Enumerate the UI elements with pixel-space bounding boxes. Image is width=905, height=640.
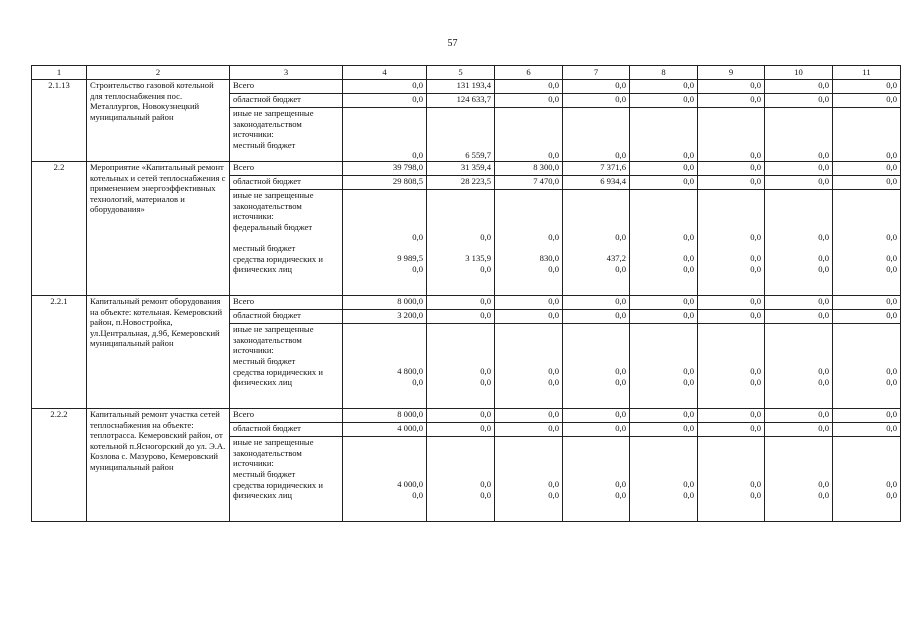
amount-cell: 8 000,0 — [343, 296, 427, 310]
amount-cell: 0,0 — [495, 310, 563, 324]
header-cell: 5 — [427, 66, 495, 80]
amount-federal: 0,0 — [886, 232, 897, 242]
amount-cell: 8 300,0 — [495, 162, 563, 176]
amount-cell: 0,0 — [698, 310, 765, 324]
header-cell: 2 — [87, 66, 230, 80]
amount-cell — [343, 190, 427, 296]
spacer — [768, 437, 829, 479]
amount-cell: 0,0 — [765, 296, 833, 310]
spacer — [836, 324, 897, 366]
spacer — [633, 437, 694, 479]
amount-cell: 31 359,4 — [427, 162, 495, 176]
amount-cell: 29 808,5 — [343, 176, 427, 190]
amount-cell — [833, 108, 901, 162]
amount-cell: 0,0 — [698, 409, 765, 423]
amount-cell: 0,0 — [563, 409, 630, 423]
spacer — [346, 108, 423, 150]
item-code: 2.2.1 — [32, 296, 87, 409]
amount-cell — [427, 324, 495, 409]
table-row — [32, 409, 901, 423]
header-cell: 4 — [343, 66, 427, 80]
spacer — [498, 190, 559, 232]
source-other-label — [230, 437, 343, 522]
header-row — [32, 66, 901, 80]
amount-legal: 0,0 — [886, 490, 897, 500]
amount-cell — [563, 108, 630, 162]
amount-cell: 0,0 — [343, 80, 427, 94]
amount-local: 0,0 — [683, 479, 694, 489]
amount-cell: 0,0 — [765, 162, 833, 176]
amount-cell — [495, 108, 563, 162]
amount-legal: 0,0 — [548, 490, 559, 500]
item-code: 2.2.2 — [32, 409, 87, 522]
amount-cell: 0,0 — [833, 409, 901, 423]
amount-federal: 0,0 — [480, 232, 491, 242]
amount-cell: 0,0 — [630, 423, 698, 437]
amount-legal: 0,0 — [480, 490, 491, 500]
amount-cell: 0,0 — [833, 176, 901, 190]
amount-cell: 0,0 — [563, 80, 630, 94]
amount-legal: 0,0 — [818, 264, 829, 274]
amount-cell — [563, 324, 630, 409]
source-local-label: местный бюджет — [233, 468, 296, 479]
spacer — [566, 108, 626, 150]
amount-cell: 0,0 — [630, 409, 698, 423]
spacer — [346, 324, 423, 366]
amount-cell — [427, 437, 495, 522]
spacer — [836, 437, 897, 479]
table-row — [32, 296, 901, 310]
amount-cell: 39 798,0 — [343, 162, 427, 176]
spacer — [768, 324, 829, 366]
amount-local: 3 135,9 — [465, 253, 491, 263]
spacer — [633, 324, 694, 366]
spacer — [768, 108, 829, 150]
source-local-label: местный бюджет — [233, 242, 296, 253]
amount-federal: 0,0 — [615, 232, 626, 242]
source-federal-label: федеральный бюджет — [233, 221, 313, 232]
amount-cell: 0,0 — [698, 94, 765, 108]
amount-cell: 0,0 — [630, 176, 698, 190]
amount-cell: 0,0 — [427, 423, 495, 437]
source-total-label: Всего — [230, 409, 343, 423]
amount-local: 0,0 — [615, 366, 626, 376]
amount-cell: 28 223,5 — [427, 176, 495, 190]
amount-cell: 0,0 — [427, 409, 495, 423]
source-total-label: Всего — [230, 162, 343, 176]
spacer — [566, 190, 626, 232]
source-other-heading: иные не запрещенные законодательством источники: — [233, 190, 314, 221]
amount-cell — [833, 437, 901, 522]
amount-cell: 0,0 — [495, 409, 563, 423]
spacer — [430, 190, 491, 232]
source-legal-label: средства юридических и физических лиц — [233, 253, 323, 274]
header-cell: 10 — [765, 66, 833, 80]
amount-cell: 0,0 — [833, 80, 901, 94]
amount-legal: 0,0 — [683, 377, 694, 387]
amount-cell: 0,0 — [630, 162, 698, 176]
amount-cell — [343, 324, 427, 409]
amount-federal: 0,0 — [412, 232, 423, 242]
amount-local: 830,0 — [539, 253, 559, 263]
amount-local: 0,0 — [548, 366, 559, 376]
amount-cell: 0,0 — [427, 296, 495, 310]
spacer — [701, 190, 761, 232]
header-cell: 11 — [833, 66, 901, 80]
amount-cell: 8 000,0 — [343, 409, 427, 423]
amount-cell — [343, 437, 427, 522]
source-legal-label: средства юридических и физических лиц — [233, 366, 323, 387]
source-other-label — [230, 190, 343, 296]
amount-local: 0,0 — [548, 150, 559, 160]
spacer — [768, 190, 829, 232]
amount-legal: 0,0 — [683, 490, 694, 500]
amount-local: 0,0 — [412, 150, 423, 160]
amount-cell: 0,0 — [563, 423, 630, 437]
amount-cell: 0,0 — [630, 296, 698, 310]
amount-cell: 0,0 — [833, 296, 901, 310]
table-row — [32, 80, 901, 94]
amount-cell — [343, 108, 427, 162]
amount-cell — [495, 437, 563, 522]
amount-federal: 0,0 — [750, 232, 761, 242]
spacer — [836, 190, 897, 232]
amount-cell: 4 000,0 — [343, 423, 427, 437]
amount-cell: 0,0 — [765, 310, 833, 324]
amount-legal: 0,0 — [615, 490, 626, 500]
spacer — [633, 190, 694, 232]
amount-local: 9 989,5 — [397, 253, 423, 263]
spacer — [430, 437, 491, 479]
amount-local: 0,0 — [886, 366, 897, 376]
amount-cell: 0,0 — [630, 94, 698, 108]
amount-cell: 0,0 — [563, 94, 630, 108]
source-other-heading: иные не запрещенные законодательством источники: — [233, 437, 314, 468]
amount-local: 0,0 — [615, 479, 626, 489]
amount-local: 0,0 — [750, 366, 761, 376]
amount-legal: 0,0 — [615, 377, 626, 387]
amount-cell: 0,0 — [833, 310, 901, 324]
amount-cell — [698, 324, 765, 409]
source-other-label — [230, 324, 343, 409]
amount-cell — [698, 108, 765, 162]
amount-legal: 0,0 — [480, 377, 491, 387]
amount-local: 0,0 — [615, 150, 626, 160]
table-row — [32, 162, 901, 176]
source-other-heading: иные не запрещенные законодательством источники: — [233, 324, 314, 355]
amount-cell: 0,0 — [833, 162, 901, 176]
amount-legal: 0,0 — [548, 264, 559, 274]
source-local-label: местный бюджет — [233, 139, 296, 150]
amount-cell: 3 200,0 — [343, 310, 427, 324]
amount-legal: 0,0 — [412, 264, 423, 274]
spacer — [346, 190, 423, 232]
source-regional-label: областной бюджет — [230, 423, 343, 437]
amount-local: 0,0 — [548, 479, 559, 489]
spacer — [498, 324, 559, 366]
header-cell: 6 — [495, 66, 563, 80]
spacer — [633, 108, 694, 150]
amount-cell — [698, 190, 765, 296]
spacer — [430, 324, 491, 366]
amount-local: 0,0 — [683, 150, 694, 160]
spacer — [346, 437, 423, 479]
header-cell: 7 — [563, 66, 630, 80]
amount-cell: 7 470,0 — [495, 176, 563, 190]
spacer — [701, 108, 761, 150]
amount-local: 0,0 — [818, 366, 829, 376]
amount-cell: 0,0 — [427, 310, 495, 324]
amount-local: 0,0 — [886, 479, 897, 489]
amount-local: 4 800,0 — [397, 366, 423, 376]
amount-legal: 0,0 — [886, 264, 897, 274]
amount-cell: 0,0 — [630, 310, 698, 324]
amount-federal: 0,0 — [548, 232, 559, 242]
amount-federal: 0,0 — [683, 232, 694, 242]
amount-cell — [765, 108, 833, 162]
amount-cell — [765, 324, 833, 409]
item-name: Капитальный ремонт оборудования на объекте: котельная. Кемеровский район, п.Новостройка, ул.Центральная, д.9б, Кемеровский муниципальный район — [87, 296, 230, 409]
amount-legal: 0,0 — [412, 490, 423, 500]
amount-cell: 0,0 — [698, 296, 765, 310]
amount-cell: 0,0 — [765, 409, 833, 423]
amount-local: 0,0 — [886, 253, 897, 263]
amount-legal: 0,0 — [480, 264, 491, 274]
budget-table — [31, 65, 901, 522]
amount-cell: 0,0 — [765, 423, 833, 437]
amount-local: 0,0 — [480, 366, 491, 376]
header-cell: 3 — [230, 66, 343, 80]
amount-cell: 7 371,6 — [563, 162, 630, 176]
amount-legal: 0,0 — [683, 264, 694, 274]
amount-cell: 0,0 — [833, 423, 901, 437]
spacer — [498, 108, 559, 150]
source-other-label — [230, 108, 343, 162]
amount-cell: 0,0 — [495, 80, 563, 94]
amount-cell — [630, 437, 698, 522]
amount-local: 0,0 — [750, 479, 761, 489]
source-regional-label: областной бюджет — [230, 176, 343, 190]
spacer — [498, 437, 559, 479]
amount-legal: 0,0 — [750, 377, 761, 387]
amount-local: 0,0 — [886, 150, 897, 160]
amount-cell: 0,0 — [630, 80, 698, 94]
amount-cell: 0,0 — [698, 80, 765, 94]
amount-cell: 0,0 — [698, 176, 765, 190]
header-cell: 8 — [630, 66, 698, 80]
amount-cell: 0,0 — [833, 94, 901, 108]
spacer — [836, 108, 897, 150]
amount-cell — [833, 324, 901, 409]
item-code: 2.2 — [32, 162, 87, 296]
amount-legal: 0,0 — [412, 377, 423, 387]
amount-cell: 0,0 — [495, 296, 563, 310]
amount-cell — [495, 324, 563, 409]
amount-cell — [833, 190, 901, 296]
source-regional-label: областной бюджет — [230, 94, 343, 108]
amount-legal: 0,0 — [818, 377, 829, 387]
spacer — [566, 437, 626, 479]
amount-local: 437,2 — [606, 253, 626, 263]
amount-cell — [630, 190, 698, 296]
amount-cell — [563, 437, 630, 522]
source-local-label: местный бюджет — [233, 355, 296, 366]
amount-legal: 0,0 — [886, 377, 897, 387]
item-name: Капитальный ремонт участка сетей теплоснабжения на объекте: теплотрасса. Кемеровский район, от котельной п.Ясногорский до ул. Э.А. Козлова с. Мазурово, Кемеровский муниципальный район — [87, 409, 230, 522]
item-name: Строительство газовой котельной для теплоснабжения пос. Металлургов, Новокузнецкий муниципальный район — [87, 80, 230, 162]
amount-local: 0,0 — [818, 150, 829, 160]
header-cell: 9 — [698, 66, 765, 80]
amount-cell: 124 633,7 — [427, 94, 495, 108]
amount-cell: 0,0 — [495, 423, 563, 437]
header-cell: 1 — [32, 66, 87, 80]
amount-legal: 0,0 — [750, 490, 761, 500]
spacer — [701, 437, 761, 479]
amount-cell: 0,0 — [563, 296, 630, 310]
amount-cell — [427, 108, 495, 162]
amount-local: 0,0 — [818, 479, 829, 489]
amount-local: 0,0 — [750, 253, 761, 263]
amount-cell: 0,0 — [563, 310, 630, 324]
source-legal-label: средства юридических и физических лиц — [233, 479, 323, 500]
source-total-label: Всего — [230, 296, 343, 310]
source-regional-label: областной бюджет — [230, 310, 343, 324]
amount-legal: 0,0 — [818, 490, 829, 500]
amount-local: 4 000,0 — [397, 479, 423, 489]
source-other-heading: иные не запрещенные законодательством источники: — [233, 108, 314, 139]
amount-cell — [698, 437, 765, 522]
amount-federal: 0,0 — [818, 232, 829, 242]
amount-cell — [630, 108, 698, 162]
spacer — [430, 108, 491, 150]
amount-cell: 0,0 — [765, 94, 833, 108]
source-total-label: Всего — [230, 80, 343, 94]
amount-cell: 0,0 — [343, 94, 427, 108]
amount-cell — [495, 190, 563, 296]
amount-cell: 0,0 — [765, 176, 833, 190]
amount-cell — [563, 190, 630, 296]
amount-cell: 6 934,4 — [563, 176, 630, 190]
amount-cell — [630, 324, 698, 409]
amount-legal: 0,0 — [750, 264, 761, 274]
item-name: Мероприятие «Капитальный ремонт котельных и сетей теплоснабжения с применением энергоэффективных технологий, материалов и оборудования» — [87, 162, 230, 296]
amount-cell — [765, 190, 833, 296]
amount-cell: 0,0 — [698, 423, 765, 437]
amount-cell: 131 193,4 — [427, 80, 495, 94]
amount-cell — [765, 437, 833, 522]
amount-local: 0,0 — [683, 253, 694, 263]
amount-cell: 0,0 — [698, 162, 765, 176]
amount-local: 0,0 — [818, 253, 829, 263]
amount-local: 0,0 — [750, 150, 761, 160]
item-code: 2.1.13 — [32, 80, 87, 162]
amount-cell — [427, 190, 495, 296]
amount-legal: 0,0 — [548, 377, 559, 387]
page-number: 57 — [447, 38, 458, 49]
spacer — [566, 324, 626, 366]
amount-local: 0,0 — [480, 479, 491, 489]
amount-local: 6 559,7 — [465, 150, 491, 160]
amount-legal: 0,0 — [615, 264, 626, 274]
amount-local: 0,0 — [683, 366, 694, 376]
amount-cell: 0,0 — [765, 80, 833, 94]
spacer — [701, 324, 761, 366]
amount-cell: 0,0 — [495, 94, 563, 108]
